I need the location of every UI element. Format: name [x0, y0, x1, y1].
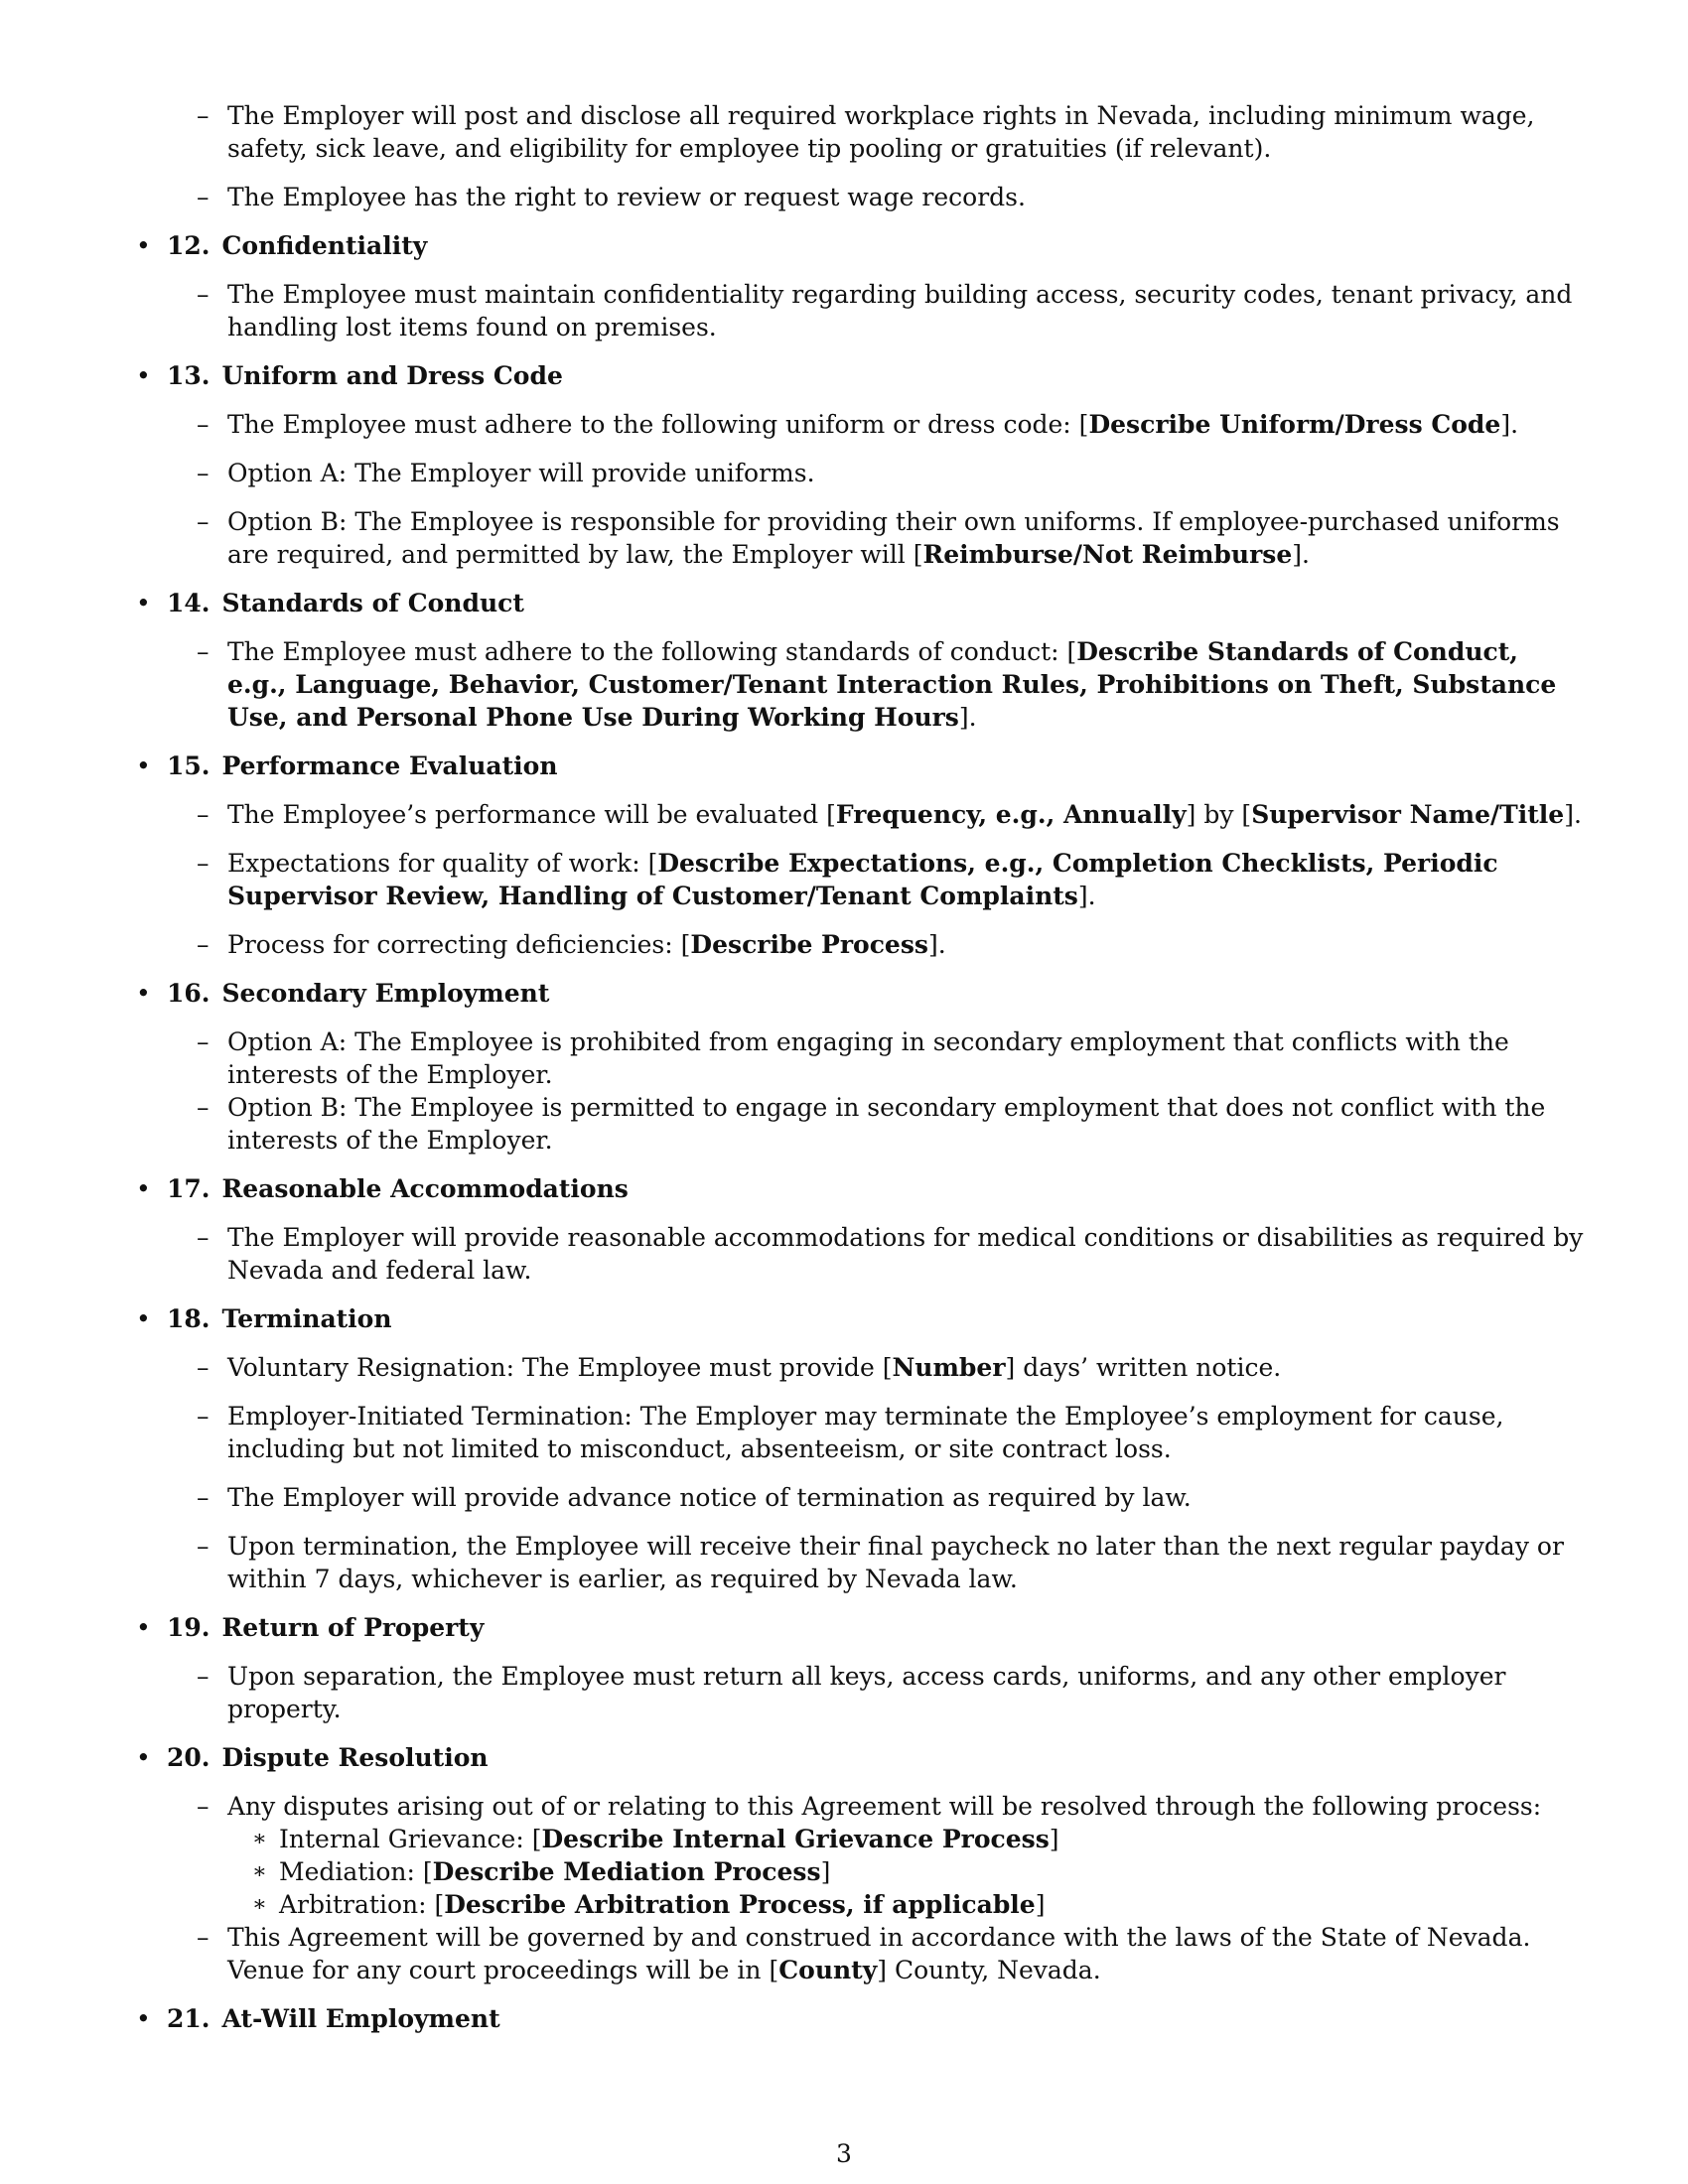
bullet-marker: • [136, 589, 151, 617]
section-heading-uniform: • 13. Uniform and Dress Code [136, 361, 563, 390]
form-field-placeholder: Describe Arbitration Process, if applicable [444, 1890, 1036, 1919]
document-body [136, 99, 1586, 2051]
section-heading-secondary-employment: • 16. Secondary Employment [136, 979, 550, 1008]
list-item: – Option A: The Employer will provide uniforms. [197, 459, 815, 487]
list-item: – The Employee must adhere to the following standards of conduct: [Describe Standards of Conduct, e.g., Language, Behavior, Customer/Tenant Interaction Rules, Prohibitions on Theft, Substance Use, and Personal Phone Use During Working Hours]. [197, 637, 1557, 732]
asterisk-marker: ∗ [252, 1859, 267, 1884]
dash-marker: – [197, 1483, 210, 1512]
nested-list-item: ∗ Arbitration: [Describe Arbitration Process, if applicable] [252, 1890, 1046, 1919]
asterisk-marker: ∗ [252, 1892, 267, 1917]
form-field-placeholder: Describe Internal Grievance Process [541, 1825, 1050, 1853]
list-item: – The Employee must maintain confidentiality regarding building access, security codes, tenant privacy, and handling lost items found on premises. [197, 280, 1573, 341]
list-item: – Expectations for quality of work: [Describe Expectations, e.g., Completion Checklists, Periodic Supervisor Review, Handling of Customer/Tenant Complaints]. [197, 849, 1498, 910]
dash-marker: – [197, 101, 210, 130]
list-item: – The Employer will provide reasonable accommodations for medical conditions or disabilities as required by Nevada and federal law. [197, 1223, 1584, 1285]
bullet-marker: • [136, 979, 151, 1008]
list-item: – The Employee must adhere to the following uniform or dress code: [Describe Uniform/Dress Code]. [197, 410, 1519, 439]
list-item: – Employer-Initiated Termination: The Employer may terminate the Employee’s employment for cause, including but not limited to misconduct, absenteeism, or site contract loss. [197, 1402, 1504, 1463]
bullet-marker: • [136, 1304, 151, 1333]
form-field-placeholder: Describe Standards of Conduct, e.g., Language, Behavior, Customer/Tenant Interaction Rules, Prohibitions on Theft, Substance Use, and Personal Phone Use During Working Hours [227, 637, 1557, 732]
section-heading-termination: • 18. Termination [136, 1304, 392, 1333]
list-item: – Voluntary Resignation: The Employee must provide [Number] days’ written notice. [197, 1353, 1282, 1382]
bullet-marker: • [136, 2004, 151, 2033]
list-item: – Any disputes arising out of or relating to this Agreement will be resolved through the following process: [197, 1792, 1542, 1821]
form-field-placeholder: County [778, 1956, 878, 1984]
dash-marker: – [197, 1093, 210, 1122]
asterisk-marker: ∗ [252, 1827, 267, 1851]
list-item: – Process for correcting deficiencies: [Describe Process]. [197, 930, 946, 959]
list-item: – This Agreement will be governed by and construed in accordance with the laws of the State of Nevada. Venue for any court proceedings will be in [County] County, Nevada. [197, 1923, 1531, 1984]
list-item: – Upon termination, the Employee will receive their final paycheck no later than the next regular payday or within 7 days, whichever is earlier, as required by Nevada law. [197, 1532, 1564, 1593]
form-field-placeholder: Number [892, 1353, 1006, 1382]
list-item: – Option B: The Employee is responsible for providing their own uniforms. If employee-purchased uniforms are required, and permitted by law, the Employer will [Reimburse/Not Reimburse]. [197, 507, 1560, 569]
section-heading-confidentiality: • 12. Confidentiality [136, 231, 428, 260]
section-heading-return-property: • 19. Return of Property [136, 1613, 485, 1642]
list-item: – The Employer will post and disclose all required workplace rights in Nevada, including minimum wage, safety, sick leave, and eligibility for employee tip pooling or gratuities (if relevant). [197, 101, 1535, 163]
list-item: – Option B: The Employee is permitted to engage in secondary employment that does not conflict with the interests of the Employer. [197, 1093, 1546, 1155]
list-item: – The Employee’s performance will be evaluated [Frequency, e.g., Annually] by [Supervisor Name/Title]. [197, 800, 1582, 829]
form-field-placeholder: Supervisor Name/Title [1251, 800, 1565, 829]
bullet-marker: • [136, 751, 151, 780]
form-field-placeholder: Describe Mediation Process [432, 1857, 821, 1886]
dash-marker: – [197, 183, 210, 211]
list-item: – Upon separation, the Employee must return all keys, access cards, uniforms, and any other employer property. [197, 1662, 1506, 1723]
dash-marker: – [197, 1027, 210, 1056]
section-heading-accommodations: • 17. Reasonable Accommodations [136, 1174, 629, 1203]
dash-marker: – [197, 1353, 210, 1382]
form-field-placeholder: Describe Expectations, e.g., Completion Checklists, Periodic Supervisor Review, Handling of Customer/Tenant Complaints [227, 849, 1498, 910]
section-heading-conduct: • 14. Standards of Conduct [136, 589, 524, 617]
form-field-placeholder: Reimburse/Not Reimburse [922, 540, 1293, 569]
dash-marker: – [197, 280, 210, 309]
nested-list-item: ∗ Internal Grievance: [Describe Internal Grievance Process] [252, 1825, 1059, 1853]
dash-marker: – [197, 930, 210, 959]
dash-marker: – [197, 1532, 210, 1561]
bullet-marker: • [136, 1743, 151, 1772]
dash-marker: – [197, 410, 210, 439]
bullet-marker: • [136, 231, 151, 260]
section-heading-performance: • 15. Performance Evaluation [136, 751, 558, 780]
list-item: – The Employee has the right to review or request wage records. [197, 183, 1026, 211]
form-field-placeholder: Describe Uniform/Dress Code [1088, 410, 1501, 439]
dash-marker: – [197, 1662, 210, 1691]
dash-marker: – [197, 459, 210, 487]
bullet-marker: • [136, 1613, 151, 1642]
dash-marker: – [197, 1223, 210, 1252]
dash-marker: – [197, 1792, 210, 1821]
page-number: 3 [836, 2139, 852, 2168]
list-item: – Option A: The Employee is prohibited from engaging in secondary employment that conflicts with the interests of the Employer. [197, 1027, 1509, 1089]
form-field-placeholder: Describe Process [690, 930, 928, 959]
form-field-placeholder: Frequency, e.g., Annually [835, 800, 1187, 829]
section-heading-dispute-resolution: • 20. Dispute Resolution [136, 1743, 489, 1772]
list-item: – The Employer will provide advance notice of termination as required by law. [197, 1483, 1192, 1512]
bullet-marker: • [136, 361, 151, 390]
dash-marker: – [197, 849, 210, 878]
nested-list-item: ∗ Mediation: [Describe Mediation Process] [252, 1857, 831, 1886]
bullet-marker: • [136, 1174, 151, 1203]
dash-marker: – [197, 1923, 210, 1952]
dash-marker: – [197, 800, 210, 829]
section-heading-at-will: • 21. At-Will Employment [136, 2004, 500, 2033]
dash-marker: – [197, 1402, 210, 1431]
dash-marker: – [197, 637, 210, 666]
dash-marker: – [197, 507, 210, 536]
